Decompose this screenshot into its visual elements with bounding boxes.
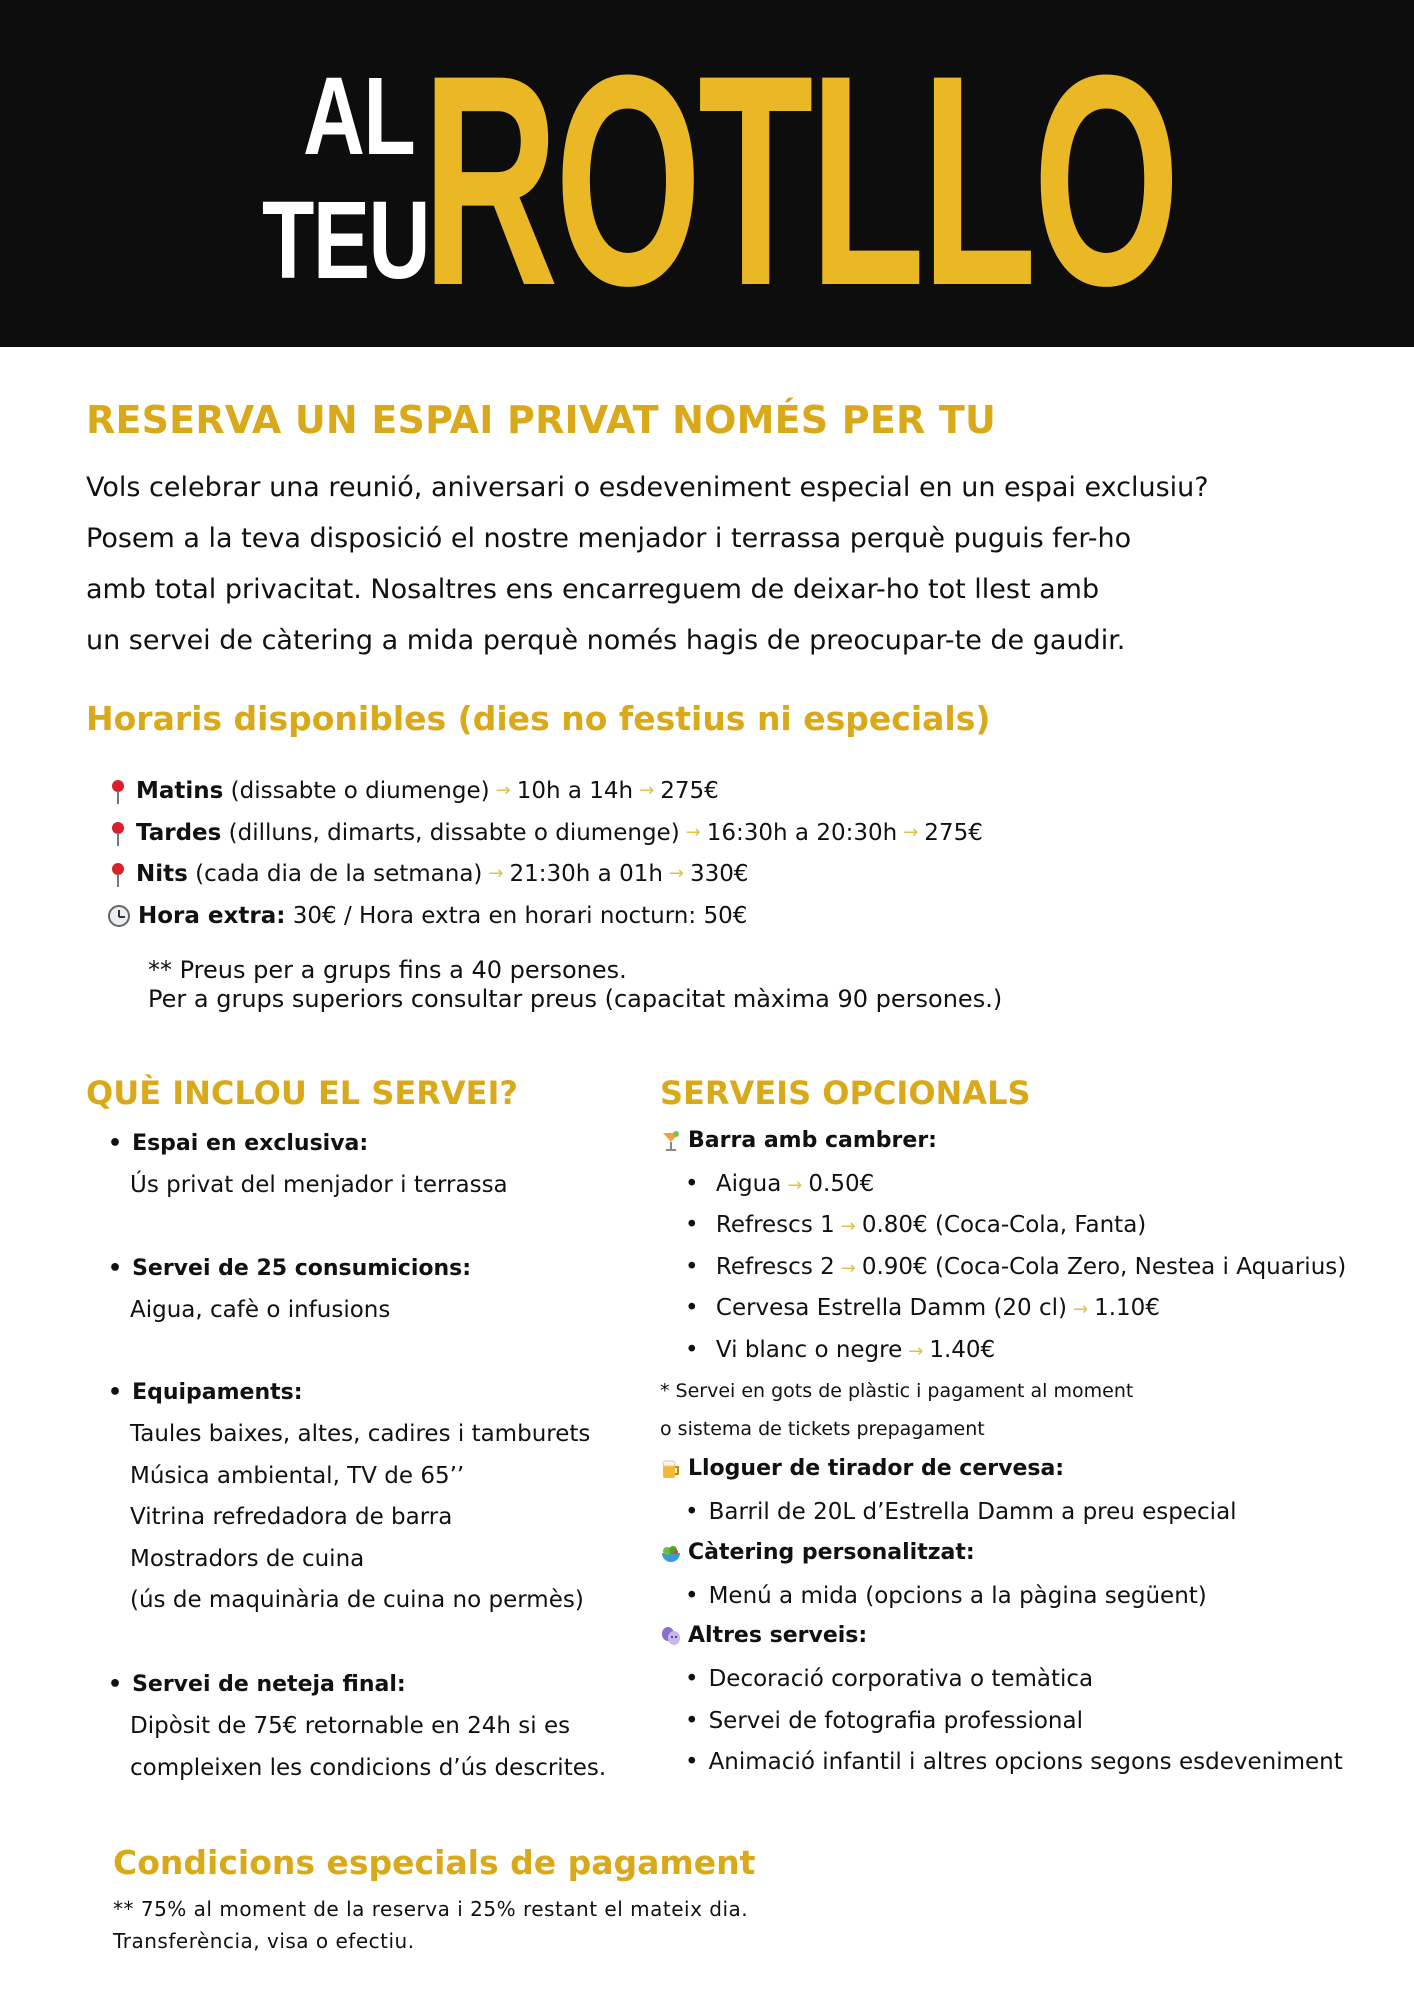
bar-item-name: Cervesa Estrella Damm (20 cl)	[715, 1295, 1068, 1321]
intro-line: un servei de càtering a mida perquè només hagis de preocupar-te de gaudir.	[86, 625, 1126, 656]
other-service-label: Altres serveis:	[688, 1623, 868, 1648]
beer-icon	[660, 1458, 682, 1480]
arrow-icon: →	[908, 1341, 924, 1362]
schedule-detail: (dilluns, dimarts, dissabte o diumenge)	[228, 820, 680, 846]
schedule-time: 21:30h a 01h	[509, 861, 663, 887]
included-item-line: compleixen les condicions d’ús descrites.	[130, 1755, 607, 1781]
other-service-title	[660, 1623, 867, 1648]
schedule-row-tardes	[108, 812, 983, 854]
logo-word-rotllo: ROTLLO	[422, 12, 1177, 348]
arrow-icon: →	[495, 780, 511, 801]
arrow-icon: →	[787, 1175, 803, 1196]
bar-item-cervesa	[685, 1295, 1160, 1321]
clock-icon	[108, 905, 130, 927]
intro-line: Posem a la teva disposició el nostre menjador i terrassa perquè puguis fer-ho	[86, 523, 1132, 554]
schedule-row-extra	[108, 895, 747, 937]
other-item: • Servei de fotografia professional	[685, 1708, 1083, 1734]
payment-title: Condicions especials de pagament	[113, 1843, 756, 1882]
extra-text: 30€ / Hora extra en horari nocturn: 50€	[292, 903, 748, 929]
tap-service-label: Lloguer de tirador de cervesa:	[688, 1456, 1065, 1481]
arrow-icon: →	[840, 1258, 856, 1279]
pin-icon	[108, 818, 128, 848]
bar-item-extra: (Coca-Cola Zero, Nestea i Aquarius)	[935, 1254, 1347, 1280]
intro-line: Vols celebrar una reunió, aniversari o esdeveniment especial en un espai exclusiu?	[86, 472, 1209, 503]
schedule-note-1: ** Preus per a grups fins a 40 persones.	[148, 956, 627, 984]
bar-item-extra: (Coca-Cola, Fanta)	[935, 1212, 1147, 1238]
payment-line-2: Transferència, visa o efectiu.	[113, 1929, 415, 1953]
masks-icon	[660, 1625, 682, 1647]
included-item-line: Vitrina refredadora de barra	[130, 1504, 453, 1530]
arrow-icon: →	[668, 863, 685, 884]
pin-icon	[108, 776, 128, 806]
intro-paragraph	[86, 462, 1209, 666]
schedule-time: 16:30h a 20:30h	[706, 820, 898, 846]
schedule-price: 330€	[690, 861, 749, 887]
cocktail-icon	[660, 1130, 682, 1152]
catering-item: • Menú a mida (opcions a la pàgina següent)	[685, 1583, 1207, 1609]
included-title: QUÈ INCLOU EL SERVEI?	[86, 1074, 518, 1112]
bar-note-2: o sistema de tickets prepagament	[660, 1418, 985, 1440]
bar-item-price: 0.90€	[861, 1254, 928, 1280]
arrow-icon: →	[639, 780, 655, 801]
extra-label: Hora extra:	[138, 903, 286, 929]
payment-line-1: ** 75% al moment de la reserva i 25% restant el mateix dia.	[113, 1897, 749, 1921]
bar-item-name: Refrescs 2	[715, 1254, 835, 1280]
arrow-icon: →	[685, 822, 701, 843]
other-item: • Animació infantil i altres opcions segons esdeveniment	[685, 1749, 1343, 1775]
bar-service-title	[660, 1128, 937, 1153]
bar-item-refrescs-2	[685, 1254, 1346, 1280]
included-item-line: (ús de maquinària de cuina no permès)	[130, 1587, 584, 1613]
bar-item-refrescs-1	[685, 1212, 1146, 1238]
bar-item-price: 0.50€	[808, 1171, 875, 1197]
bar-item-price: 1.40€	[929, 1337, 996, 1363]
schedule-row-matins	[108, 770, 719, 812]
included-item-title: • Servei de 25 consumicions:	[108, 1256, 471, 1281]
included-item-title: • Espai en exclusiva:	[108, 1131, 368, 1156]
included-item-line: Música ambiental, TV de 65’’	[130, 1463, 465, 1489]
arrow-icon: →	[840, 1216, 856, 1237]
schedule-label: Matins	[136, 778, 224, 804]
arrow-icon: →	[488, 863, 504, 884]
salad-icon	[660, 1542, 682, 1564]
logo-word-teu: TEU	[262, 179, 429, 302]
bar-item-name: Vi blanc o negre	[715, 1337, 903, 1363]
included-item-title: • Servei de neteja final:	[108, 1672, 406, 1697]
bar-item-price: 0.80€	[861, 1212, 928, 1238]
schedule-title: Horaris disponibles (dies no festius ni especials)	[86, 699, 991, 738]
bar-item-vi	[685, 1337, 995, 1363]
catering-service-label: Càtering personalitzat:	[688, 1540, 975, 1565]
arrow-icon: →	[903, 822, 919, 843]
schedule-time: 10h a 14h	[516, 778, 634, 804]
tap-item: • Barril de 20L d’Estrella Damm a preu especial	[685, 1499, 1237, 1525]
bar-note-1: * Servei en gots de plàstic i pagament al moment	[660, 1380, 1134, 1402]
intro-line: amb total privacitat. Nosaltres ens encarreguem de deixar-ho tot llest amb	[86, 574, 1100, 605]
schedule-note-2: Per a grups superiors consultar preus (capacitat màxima 90 persones.)	[148, 985, 1003, 1013]
included-item-line: Aigua, cafè o infusions	[130, 1297, 391, 1323]
bar-item-name: Aigua	[715, 1171, 782, 1197]
included-item-line: Mostradors de cuina	[130, 1546, 365, 1572]
bar-item-price: 1.10€	[1094, 1295, 1160, 1321]
tap-service-title	[660, 1456, 1064, 1481]
pin-icon	[108, 859, 128, 889]
included-item-line: Ús privat del menjador i terrassa	[130, 1172, 508, 1198]
schedule-row-nits	[108, 853, 749, 895]
schedule-price: 275€	[924, 820, 983, 846]
catering-service-title	[660, 1540, 975, 1565]
intro-title: RESERVA UN ESPAI PRIVAT NOMÉS PER TU	[86, 398, 997, 442]
included-item-line: Taules baixes, altes, cadires i tamburets	[130, 1421, 591, 1447]
schedule-label: Nits	[136, 861, 188, 887]
arrow-icon: →	[1073, 1299, 1089, 1320]
other-item: • Decoració corporativa o temàtica	[685, 1666, 1093, 1692]
included-item-title: • Equipaments:	[108, 1380, 303, 1405]
included-item-line: Dipòsit de 75€ retornable en 24h si es	[130, 1713, 571, 1739]
optional-title: SERVEIS OPCIONALS	[660, 1074, 1031, 1112]
schedule-price: 275€	[660, 778, 719, 804]
bar-service-label: Barra amb cambrer:	[688, 1128, 937, 1153]
bar-item-aigua	[685, 1171, 874, 1197]
schedule-label: Tardes	[136, 820, 222, 846]
logo-word-al: AL	[303, 55, 415, 178]
schedule-detail: (cada dia de la setmana)	[195, 861, 483, 887]
schedule-detail: (dissabte o diumenge)	[230, 778, 490, 804]
bar-item-name: Refrescs 1	[715, 1212, 835, 1238]
